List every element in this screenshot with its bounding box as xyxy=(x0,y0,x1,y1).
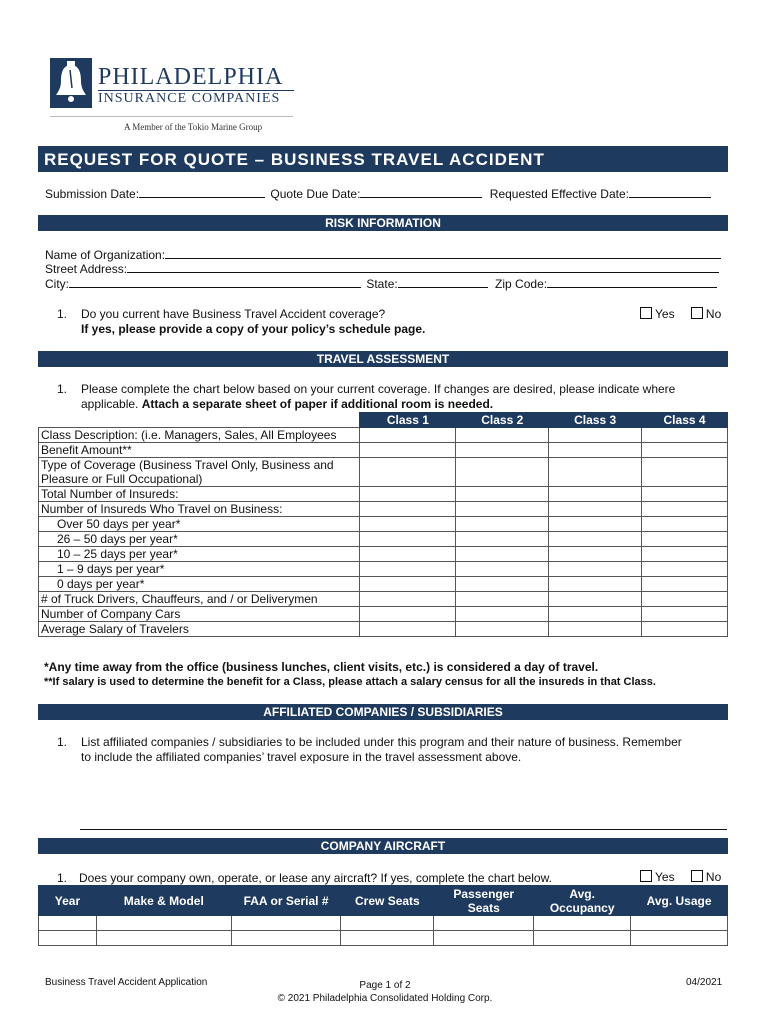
brand-name-line2: INSURANCE COMPANIES xyxy=(98,91,281,106)
org-label: Name of Organization: xyxy=(45,248,166,262)
class-4-input-cell[interactable] xyxy=(642,547,728,562)
travel-row-label: Class Description: (i.e. Managers, Sales, All Employees xyxy=(39,428,360,443)
class-2-header: Class 2 xyxy=(456,413,549,428)
company-aircraft-header: COMPANY AIRCRAFT xyxy=(38,838,728,854)
class-1-input-cell[interactable] xyxy=(360,443,456,458)
risk-q1-number: 1. xyxy=(57,307,68,321)
class-3-input-cell[interactable] xyxy=(549,458,642,487)
travel-assessment-table xyxy=(38,412,728,637)
class-1-input-cell[interactable] xyxy=(360,458,456,487)
year-column-header: Year xyxy=(39,886,97,916)
class-3-input-cell[interactable] xyxy=(549,517,642,532)
travel-table-row xyxy=(39,607,728,622)
class-4-input-cell[interactable] xyxy=(642,577,728,592)
travel-row-label: 10 – 25 days per year* xyxy=(39,547,360,562)
aircraft-input-cell[interactable] xyxy=(341,931,434,946)
travel-row-label: 1 – 9 days per year* xyxy=(39,562,360,577)
org-field[interactable] xyxy=(165,248,721,259)
class-1-input-cell[interactable] xyxy=(360,577,456,592)
quote-due-date-label: Quote Due Date: xyxy=(270,187,361,201)
travel-table-row xyxy=(39,428,728,443)
travel-row-label: Average Salary of Travelers xyxy=(39,622,360,637)
class-1-input-cell[interactable] xyxy=(360,607,456,622)
brand-name-line1: PHILADELPHIA xyxy=(98,64,284,90)
passenger-seats-column-header: Passenger Seats xyxy=(434,886,534,916)
class-1-input-cell[interactable] xyxy=(360,562,456,577)
class-4-input-cell[interactable] xyxy=(642,487,728,502)
aircraft-input-cell[interactable] xyxy=(534,931,631,946)
class-4-header: Class 4 xyxy=(642,413,728,428)
travel-note-2: **If salary is used to determine the benefit for a Class, please attach a salary census for all the insureds in that Class. xyxy=(44,676,656,688)
travel-table-row xyxy=(39,547,728,562)
risk-q1-options xyxy=(640,307,721,321)
risk-q1 xyxy=(57,307,386,321)
travel-table-row xyxy=(39,562,728,577)
class-4-input-cell[interactable] xyxy=(642,443,728,458)
aircraft-yes-checkbox[interactable] xyxy=(640,870,652,882)
class-4-input-cell[interactable] xyxy=(642,532,728,547)
travel-table-row xyxy=(39,443,728,458)
affiliated-q1-text2: to include the affiliated companies’ travel exposure in the travel assessment above. xyxy=(81,750,522,764)
class-3-input-cell[interactable] xyxy=(549,607,642,622)
risk-information-header: RISK INFORMATION xyxy=(38,215,728,231)
org-row xyxy=(45,248,721,262)
risk-yes-label: Yes xyxy=(655,307,675,321)
class-2-input-cell[interactable] xyxy=(456,428,549,443)
city-label: City: xyxy=(45,277,69,291)
quote-due-date-field[interactable] xyxy=(360,187,482,198)
travel-q1 xyxy=(57,382,676,396)
travel-row-label: Type of Coverage (Business Travel Only, Business and Pleasure or Full Occupational) xyxy=(39,458,360,487)
travel-row-label: Benefit Amount** xyxy=(39,443,360,458)
affiliated-q1-number: 1. xyxy=(57,735,68,749)
travel-row-label: 26 – 50 days per year* xyxy=(39,532,360,547)
avg-occupancy-column-header: Avg. Occupancy xyxy=(534,886,631,916)
effective-date-label: Requested Effective Date: xyxy=(489,187,629,201)
faa-serial-column-header: FAA or Serial # xyxy=(231,886,341,916)
class-3-input-cell[interactable] xyxy=(549,622,642,637)
travel-row-label: Number of Insureds Who Travel on Business: xyxy=(39,502,360,517)
logo-rule xyxy=(50,116,293,117)
class-3-input-cell[interactable] xyxy=(549,532,642,547)
travel-q1-text: Please complete the chart below based on your current coverage. If changes are desired, please indicate where xyxy=(81,382,676,396)
travel-table-header-row xyxy=(39,413,728,428)
affiliated-answer-line[interactable] xyxy=(80,829,727,830)
class-2-input-cell[interactable] xyxy=(456,562,549,577)
travel-row-label: Over 50 days per year* xyxy=(39,517,360,532)
class-4-input-cell[interactable] xyxy=(642,562,728,577)
street-field[interactable] xyxy=(127,262,719,273)
street-label: Street Address: xyxy=(45,262,128,276)
aircraft-input-cell[interactable] xyxy=(631,916,728,931)
effective-date-field[interactable] xyxy=(629,187,711,198)
class-4-input-cell[interactable] xyxy=(642,607,728,622)
aircraft-table-row xyxy=(39,916,728,931)
aircraft-input-cell[interactable] xyxy=(434,916,534,931)
travel-row-label: Number of Company Cars xyxy=(39,607,360,622)
class-3-header: Class 3 xyxy=(549,413,642,428)
travel-table-row xyxy=(39,577,728,592)
aircraft-table-header-row xyxy=(39,886,728,916)
title-bar xyxy=(38,146,728,172)
aircraft-input-cell[interactable] xyxy=(231,931,341,946)
class-2-input-cell[interactable] xyxy=(456,458,549,487)
avg-usage-column-header: Avg. Usage xyxy=(631,886,728,916)
aircraft-no-checkbox[interactable] xyxy=(691,870,703,882)
class-1-input-cell[interactable] xyxy=(360,487,456,502)
class-1-input-cell[interactable] xyxy=(360,622,456,637)
aircraft-input-cell[interactable] xyxy=(39,931,97,946)
affiliated-q1 xyxy=(57,735,682,749)
aircraft-input-cell[interactable] xyxy=(631,931,728,946)
class-4-input-cell[interactable] xyxy=(642,517,728,532)
submission-date-label: Submission Date: xyxy=(45,187,140,201)
submission-date-field[interactable] xyxy=(139,187,265,198)
class-1-input-cell[interactable] xyxy=(360,592,456,607)
class-2-input-cell[interactable] xyxy=(456,607,549,622)
aircraft-input-cell[interactable] xyxy=(96,916,231,931)
page-title: REQUEST FOR QUOTE – BUSINESS TRAVEL ACCIDENT xyxy=(44,150,545,169)
aircraft-input-cell[interactable] xyxy=(39,916,97,931)
class-3-input-cell[interactable] xyxy=(549,502,642,517)
class-4-input-cell[interactable] xyxy=(642,502,728,517)
travel-q1-line2 xyxy=(81,397,493,411)
risk-no-checkbox[interactable] xyxy=(691,307,703,319)
class-2-input-cell[interactable] xyxy=(456,443,549,458)
crew-seats-column-header: Crew Seats xyxy=(341,886,434,916)
class-3-input-cell[interactable] xyxy=(549,547,642,562)
class-3-input-cell[interactable] xyxy=(549,487,642,502)
aircraft-table xyxy=(38,885,728,946)
travel-q1-number: 1. xyxy=(57,382,68,396)
travel-row-label: Total Number of Insureds: xyxy=(39,487,360,502)
class-2-input-cell[interactable] xyxy=(456,487,549,502)
class-3-input-cell[interactable] xyxy=(549,592,642,607)
aircraft-q1-text: Does your company own, operate, or lease any aircraft? If yes, complete the chart below. xyxy=(79,871,552,885)
class-2-input-cell[interactable] xyxy=(456,502,549,517)
class-1-input-cell[interactable] xyxy=(360,517,456,532)
aircraft-q1-options xyxy=(640,870,721,884)
travel-table-row xyxy=(39,502,728,517)
class-4-input-cell[interactable] xyxy=(642,458,728,487)
dates-row xyxy=(45,187,711,201)
aircraft-input-cell[interactable] xyxy=(341,916,434,931)
travel-table-row xyxy=(39,622,728,637)
travel-q1-bold: Attach a separate sheet of paper if additional room is needed. xyxy=(141,397,494,411)
risk-no-label: No xyxy=(705,307,722,321)
aircraft-input-cell[interactable] xyxy=(434,931,534,946)
travel-row-label: # of Truck Drivers, Chauffeurs, and / or Deliverymen xyxy=(39,592,360,607)
aircraft-no-label: No xyxy=(705,870,722,884)
make-model-column-header: Make & Model xyxy=(96,886,231,916)
class-4-input-cell[interactable] xyxy=(642,592,728,607)
liberty-bell-icon xyxy=(50,58,92,108)
aircraft-q1 xyxy=(57,871,552,885)
class-2-input-cell[interactable] xyxy=(456,592,549,607)
class-3-input-cell[interactable] xyxy=(549,443,642,458)
aircraft-input-cell[interactable] xyxy=(96,931,231,946)
class-4-input-cell[interactable] xyxy=(642,428,728,443)
state-label: State: xyxy=(366,277,398,291)
street-row xyxy=(45,262,719,276)
footer-form-name: Business Travel Accident Application xyxy=(45,977,208,988)
travel-q1-text2: applicable. xyxy=(81,397,139,411)
risk-yes-checkbox[interactable] xyxy=(640,307,652,319)
class-1-input-cell[interactable] xyxy=(360,532,456,547)
class-2-input-cell[interactable] xyxy=(456,577,549,592)
aircraft-yes-label: Yes xyxy=(655,870,675,884)
class-2-input-cell[interactable] xyxy=(456,622,549,637)
aircraft-input-cell[interactable] xyxy=(231,916,341,931)
travel-table-row xyxy=(39,517,728,532)
brand-tagline: A Member of the Tokio Marine Group xyxy=(124,122,263,132)
class-1-input-cell[interactable] xyxy=(360,547,456,562)
class-4-input-cell[interactable] xyxy=(642,622,728,637)
class-3-input-cell[interactable] xyxy=(549,428,642,443)
risk-q1-subtext: If yes, please provide a copy of your policy’s schedule page. xyxy=(81,322,426,336)
footer-revision-date: 04/2021 xyxy=(686,977,723,988)
class-2-input-cell[interactable] xyxy=(456,517,549,532)
city-field[interactable] xyxy=(69,277,361,288)
class-1-header: Class 1 xyxy=(360,413,456,428)
zip-field[interactable] xyxy=(547,277,717,288)
class-1-input-cell[interactable] xyxy=(360,428,456,443)
class-1-input-cell[interactable] xyxy=(360,502,456,517)
travel-row-label: 0 days per year* xyxy=(39,577,360,592)
aircraft-q1-number: 1. xyxy=(57,871,68,885)
aircraft-input-cell[interactable] xyxy=(534,916,631,931)
travel-table-row xyxy=(39,592,728,607)
city-row xyxy=(45,277,717,291)
zip-label: Zip Code: xyxy=(495,277,548,291)
footer-page-number: Page 1 of 2 xyxy=(359,980,411,991)
affiliated-companies-header: AFFILIATED COMPANIES / SUBSIDIARIES xyxy=(38,704,728,720)
company-logo xyxy=(50,58,300,118)
affiliated-q1-text: List affiliated companies / subsidiaries to be included under this program and their nature of business. Remember xyxy=(81,735,682,749)
travel-table-row xyxy=(39,487,728,502)
state-field[interactable] xyxy=(398,277,488,288)
risk-q1-text: Do you current have Business Travel Accident coverage? xyxy=(81,307,386,321)
class-2-input-cell[interactable] xyxy=(456,547,549,562)
footer-copyright: © 2021 Philadelphia Consolidated Holding Corp. xyxy=(277,993,493,1004)
class-3-input-cell[interactable] xyxy=(549,562,642,577)
travel-table-row xyxy=(39,532,728,547)
travel-table-row xyxy=(39,458,728,487)
class-2-input-cell[interactable] xyxy=(456,532,549,547)
class-3-input-cell[interactable] xyxy=(549,577,642,592)
travel-note-1: *Any time away from the office (business lunches, client visits, etc.) is considered a day of travel. xyxy=(44,660,599,674)
travel-assessment-header: TRAVEL ASSESSMENT xyxy=(38,351,728,367)
aircraft-table-row xyxy=(39,931,728,946)
travel-table-corner xyxy=(39,413,360,428)
